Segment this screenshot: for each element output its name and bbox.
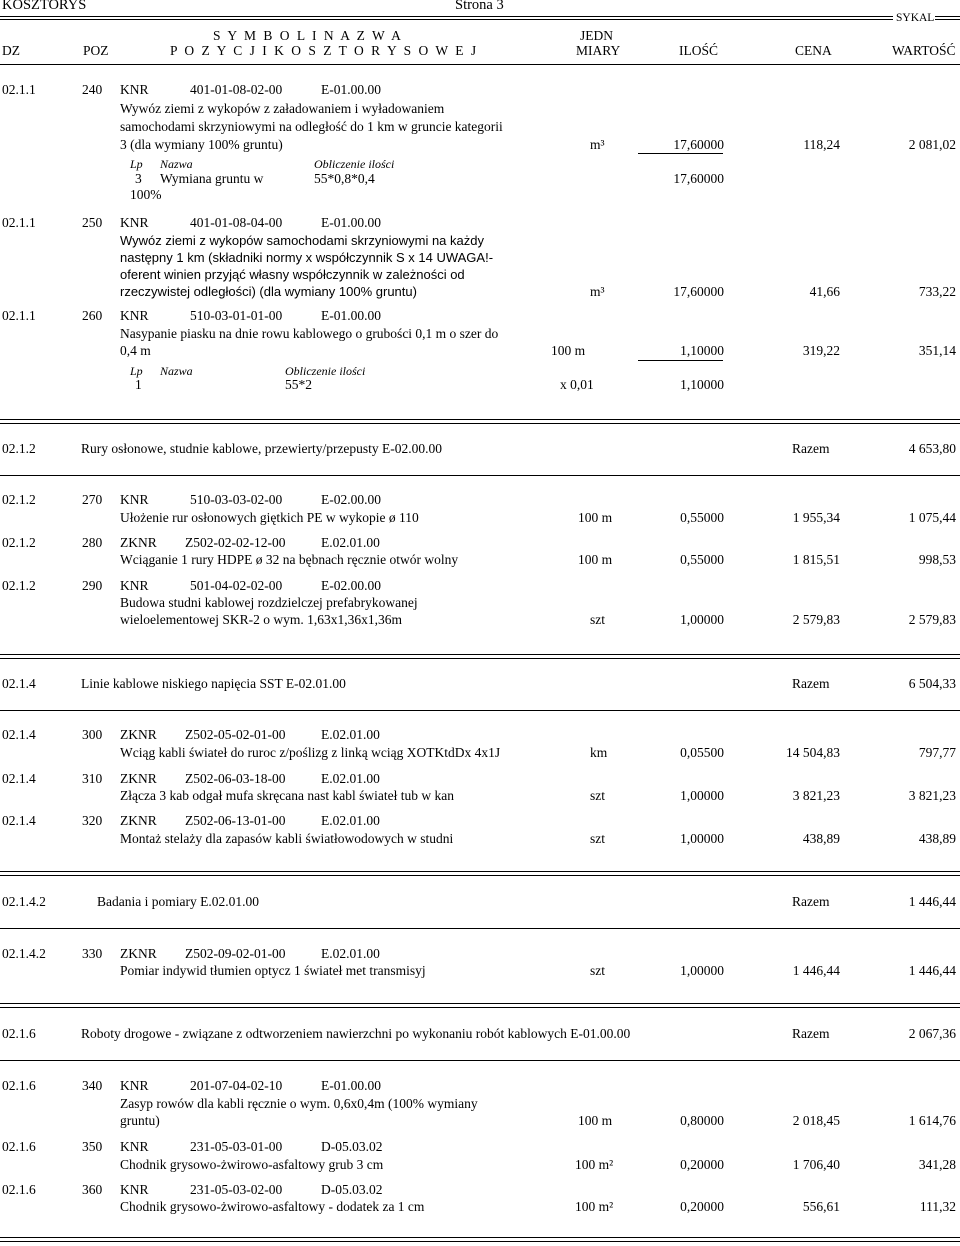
item-unit: szt — [590, 612, 605, 627]
item-ref: E.02.01.00 — [321, 535, 380, 550]
item-price: 319,22 — [802, 343, 840, 358]
item-code: 510-03-03-02-00 — [190, 492, 283, 507]
item-quantity: 0,55000 — [680, 552, 724, 567]
calc-lp: 1 — [135, 377, 142, 392]
item-value: 3 821,23 — [908, 788, 956, 803]
item-ref: E-01.00.00 — [321, 215, 381, 230]
calc-label-obliczenie: Obliczenie ilości — [285, 364, 366, 378]
sykal-label: SYKAL — [896, 12, 935, 24]
item-ref: D-05.03.02 — [321, 1182, 383, 1197]
item-dz: 02.1.4 — [2, 727, 36, 742]
section-total-value: 4 653,80 — [908, 441, 956, 456]
item-ref: E-02.00.00 — [321, 578, 381, 593]
item-value: 998,53 — [918, 552, 956, 567]
section-total-value: 6 504,33 — [908, 676, 956, 691]
item-catalog: KNR — [120, 1139, 149, 1154]
item-quantity: 1,00000 — [680, 612, 724, 627]
section-rule — [0, 928, 960, 929]
item-dz: 02.1.2 — [2, 535, 36, 550]
calc-expression: 55*2 — [285, 377, 312, 392]
section-rule — [0, 475, 960, 476]
item-description: oferent winien przyjąć własny współczynnik w zależności od — [120, 267, 465, 282]
item-quantity: 0,20000 — [680, 1157, 724, 1172]
sykal-rule — [935, 16, 960, 17]
item-catalog: ZKNR — [120, 813, 157, 828]
item-price: 1 815,51 — [792, 552, 840, 567]
item-catalog: KNR — [120, 492, 149, 507]
item-code: 231-05-03-01-00 — [190, 1139, 283, 1154]
item-price: 556,61 — [802, 1199, 840, 1214]
section-name: Linie kablowe niskiego napięcia SST E-02.01.00 — [81, 676, 346, 691]
item-code: 201-07-04-02-10 — [190, 1078, 283, 1093]
item-unit: 100 m — [551, 343, 586, 358]
section-separator — [0, 654, 960, 659]
calc-result: 17,60000 — [673, 171, 724, 186]
item-price: 438,89 — [802, 831, 840, 846]
qty-underline — [638, 360, 723, 361]
item-price: 118,24 — [803, 137, 840, 152]
item-code: Z502-06-03-18-00 — [185, 771, 286, 786]
item-description: Zasyp rowów dla kabli ręcznie o wym. 0,6x0,4m (100% wymiany — [120, 1096, 478, 1111]
item-dz: 02.1.1 — [2, 215, 36, 230]
item-dz: 02.1.1 — [2, 82, 36, 97]
item-poz: 330 — [82, 946, 103, 961]
section-total-value: 1 446,44 — [908, 894, 956, 909]
item-poz: 350 — [82, 1139, 103, 1154]
calc-label-nazwa: Nazwa — [160, 157, 193, 171]
item-value: 733,22 — [918, 284, 956, 299]
section-dz: 02.1.6 — [2, 1026, 36, 1041]
item-quantity: 1,10000 — [680, 343, 724, 358]
section-separator — [0, 871, 960, 876]
page-number: Strona 3 — [455, 0, 504, 13]
item-ref: E.02.01.00 — [321, 771, 380, 786]
item-unit: km — [590, 745, 608, 760]
item-dz: 02.1.2 — [2, 578, 36, 593]
item-ref: D-05.03.02 — [321, 1139, 383, 1154]
item-dz: 02.1.6 — [2, 1139, 36, 1154]
calc-result: 1,10000 — [680, 377, 724, 392]
item-poz: 340 — [82, 1078, 103, 1093]
col-header-poz: POZ — [83, 43, 109, 58]
item-description: Wciąganie 1 rury HDPE ø 32 na bębnach ręcznie otwór wolny — [120, 552, 459, 567]
col-header-cena: CENA — [795, 43, 832, 58]
item-code: Z502-09-02-01-00 — [185, 946, 286, 961]
item-code: 401-01-08-04-00 — [190, 215, 283, 230]
item-unit: 100 m² — [575, 1157, 614, 1172]
item-description: Montaż stelaży dla zapasów kabli światłowodowych w studni — [120, 831, 454, 846]
item-value: 797,77 — [918, 745, 956, 760]
item-price: 41,66 — [809, 284, 840, 299]
item-quantity: 0,80000 — [680, 1113, 724, 1128]
item-description: 0,4 m — [120, 343, 151, 358]
header-rule-top — [0, 16, 893, 17]
section-rule — [0, 710, 960, 711]
item-description: Pomiar indywid tłumien optycz 1 świateł met transmisyj — [120, 963, 426, 978]
item-description: wieloelementowej SKR-2 o wym. 1,63x1,36x1,36m — [120, 612, 402, 627]
item-dz: 02.1.2 — [2, 492, 36, 507]
item-dz: 02.1.4 — [2, 813, 36, 828]
item-poz: 250 — [82, 215, 103, 230]
item-quantity: 1,00000 — [680, 788, 724, 803]
item-unit: szt — [590, 963, 605, 978]
item-catalog: ZKNR — [120, 727, 157, 742]
item-value: 2 081,02 — [908, 137, 956, 152]
item-description: Wywóz ziemi z wykopów z załadowaniem i wyładowaniem — [120, 101, 445, 116]
item-catalog: ZKNR — [120, 946, 157, 961]
item-description: Nasypanie piasku na dnie rowu kablowego o grubości 0,1 m o szer do — [120, 326, 499, 341]
col-header-jedn: JEDN — [580, 28, 613, 43]
item-ref: E.02.01.00 — [321, 727, 380, 742]
item-quantity: 17,60000 — [673, 284, 724, 299]
item-dz: 02.1.4 — [2, 771, 36, 786]
item-unit: m³ — [590, 137, 605, 152]
item-poz: 300 — [82, 727, 103, 742]
item-description: Chodnik grysowo-żwirowo-asfaltowy grub 3 cm — [120, 1157, 384, 1172]
item-catalog: KNR — [120, 1078, 149, 1093]
item-quantity: 0,55000 — [680, 510, 724, 525]
item-catalog: KNR — [120, 578, 149, 593]
item-price: 1 955,34 — [792, 510, 840, 525]
calc-label-lp: Lp — [130, 157, 143, 171]
item-ref: E-02.00.00 — [321, 492, 381, 507]
item-ref: E-01.00.00 — [321, 1078, 381, 1093]
page-bottom-separator — [0, 1237, 960, 1242]
item-description: gruntu) — [120, 1113, 160, 1128]
item-code: 501-04-02-02-00 — [190, 578, 283, 593]
item-code: Z502-02-02-12-00 — [185, 535, 286, 550]
item-catalog: KNR — [120, 215, 149, 230]
item-description: Wywóz ziemi z wykopów samochodami skrzyniowymi na każdy — [120, 233, 484, 248]
item-quantity: 1,00000 — [680, 963, 724, 978]
col-header-wartosc: WARTOŚĆ — [892, 43, 956, 58]
section-separator — [0, 1003, 960, 1008]
calc-label-obliczenie: Obliczenie ilości — [314, 157, 395, 171]
item-unit: 100 m — [578, 510, 613, 525]
item-description: następny 1 km (składniki normy x współczynnik S x 14 UWAGA!- — [120, 250, 494, 265]
col-header-symbol: S Y M B O L I N A Z W A — [213, 28, 403, 43]
item-code: Z502-05-02-01-00 — [185, 727, 286, 742]
item-description: 3 (dla wymiany 100% gruntu) — [120, 137, 283, 152]
item-value: 1 446,44 — [908, 963, 956, 978]
item-value: 341,28 — [918, 1157, 956, 1172]
item-ref: E.02.01.00 — [321, 813, 380, 828]
section-dz: 02.1.2 — [2, 441, 36, 456]
sykal-rule-2 — [935, 19, 960, 20]
item-unit: m³ — [590, 284, 605, 299]
item-dz: 02.1.1 — [2, 308, 36, 323]
item-poz: 320 — [82, 813, 103, 828]
item-catalog: ZKNR — [120, 535, 157, 550]
item-price: 1 706,40 — [792, 1157, 840, 1172]
item-code: 231-05-03-02-00 — [190, 1182, 283, 1197]
item-price: 2 579,83 — [792, 612, 840, 627]
item-poz: 310 — [82, 771, 103, 786]
item-dz: 02.1.6 — [2, 1182, 36, 1197]
item-description: samochodami skrzyniowymi na odległość do 1 km w gruncie kategorii — [120, 119, 503, 134]
item-description: Złącza 3 kab odgał mufa skręcana nast kabl świateł tub w kan — [120, 788, 454, 803]
section-name: Roboty drogowe - związane z odtworzeniem nawierzchni po wykonaniu robót kablowych E-01.00.00 — [81, 1026, 631, 1041]
item-catalog: ZKNR — [120, 771, 157, 786]
col-header-dz: DZ — [2, 43, 20, 58]
item-ref: E.02.01.00 — [321, 946, 380, 961]
item-poz: 270 — [82, 492, 103, 507]
section-total-label: Razem — [792, 1026, 830, 1041]
item-code: 401-01-08-02-00 — [190, 82, 283, 97]
document-title: KOSZTORYS — [2, 0, 87, 13]
item-ref: E-01.00.00 — [321, 308, 381, 323]
item-quantity: 1,00000 — [680, 831, 724, 846]
item-catalog: KNR — [120, 1182, 149, 1197]
item-dz: 02.1.6 — [2, 1078, 36, 1093]
item-price: 2 018,45 — [792, 1113, 840, 1128]
col-header-nazwa: P O Z Y C J I K O S Z T O R Y S O W E J — [170, 43, 479, 58]
item-quantity: 0,20000 — [680, 1199, 724, 1214]
item-code: Z502-06-13-01-00 — [185, 813, 286, 828]
item-poz: 360 — [82, 1182, 103, 1197]
calc-label-nazwa: Nazwa — [160, 364, 193, 378]
item-description: Ułożenie rur osłonowych giętkich PE w wykopie ø 110 — [120, 510, 419, 525]
item-quantity: 17,60000 — [673, 137, 724, 152]
item-price: 3 821,23 — [792, 788, 840, 803]
item-quantity: 0,05500 — [680, 745, 724, 760]
calc-label-lp: Lp — [130, 364, 143, 378]
section-separator — [0, 419, 960, 424]
item-description: Wciąg kabli świateł do ruroc z/poślizg z linką wciąg XOTKtdDx 4x1J — [120, 745, 501, 760]
calc-expression: 55*0,8*0,4 — [314, 171, 375, 186]
section-name: Rury osłonowe, studnie kablowe, przewierty/przepusty E-02.00.00 — [81, 441, 443, 456]
item-poz: 240 — [82, 82, 103, 97]
item-unit: 100 m — [578, 1113, 613, 1128]
section-dz: 02.1.4 — [2, 676, 36, 691]
item-poz: 280 — [82, 535, 103, 550]
item-poz: 290 — [82, 578, 103, 593]
item-unit: 100 m² — [575, 1199, 614, 1214]
calc-name: Wymiana gruntu w — [160, 171, 264, 186]
item-unit: szt — [590, 831, 605, 846]
item-poz: 260 — [82, 308, 103, 323]
item-value: 438,89 — [918, 831, 956, 846]
item-price: 14 504,83 — [786, 745, 840, 760]
item-unit: 100 m — [578, 552, 613, 567]
header-rule-bottom — [0, 64, 960, 65]
item-value: 2 579,83 — [908, 612, 956, 627]
section-total-label: Razem — [792, 441, 830, 456]
section-rule — [0, 1060, 960, 1061]
item-value: 1 614,76 — [908, 1113, 956, 1128]
item-description: Chodnik grysowo-żwirowo-asfaltowy - dodatek za 1 cm — [120, 1199, 425, 1214]
header-rule-top-2 — [0, 19, 893, 20]
section-name: Badania i pomiary E.02.01.00 — [97, 894, 259, 909]
item-unit: szt — [590, 788, 605, 803]
item-dz: 02.1.4.2 — [2, 946, 46, 961]
calc-lp: 3 — [135, 171, 142, 186]
section-total-label: Razem — [792, 894, 830, 909]
col-header-ilosc: ILOŚĆ — [679, 43, 719, 58]
section-total-label: Razem — [792, 676, 830, 691]
section-total-value: 2 067,36 — [908, 1026, 956, 1041]
item-value: 351,14 — [918, 343, 956, 358]
item-ref: E-01.00.00 — [321, 82, 381, 97]
section-dz: 02.1.4.2 — [2, 894, 46, 909]
item-catalog: KNR — [120, 82, 149, 97]
item-description: Budowa studni kablowej rozdzielczej prefabrykowanej — [120, 595, 418, 610]
item-value: 111,32 — [919, 1199, 956, 1214]
item-code: 510-03-01-01-00 — [190, 308, 283, 323]
item-description: rzeczywistej odległości) (dla wymiany 100% gruntu) — [120, 284, 417, 299]
calc-name: 100% — [130, 187, 162, 202]
col-header-miary: MIARY — [576, 43, 621, 58]
item-value: 1 075,44 — [908, 510, 956, 525]
item-catalog: KNR — [120, 308, 149, 323]
calc-multiplier: x 0,01 — [560, 377, 594, 392]
item-price: 1 446,44 — [792, 963, 840, 978]
